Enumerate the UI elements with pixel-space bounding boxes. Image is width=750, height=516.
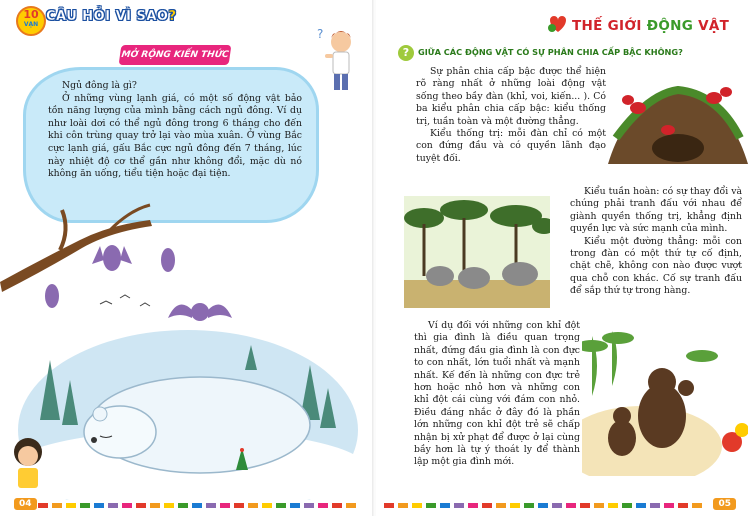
header-part: VẬT <box>698 18 730 34</box>
series-title-mark: ? <box>168 9 177 24</box>
footer-dots <box>384 503 714 508</box>
bat-icon <box>161 248 175 272</box>
polar-bear-illustration <box>0 200 374 500</box>
bat-icon <box>168 303 232 321</box>
paragraph: Sự phân chia cấp bậc được thể hiện rõ ràng nhất ở những loài động vật sống theo bầy đàn (khỉ, voi, kiến... ). Có ba kiểu phân chia cấp bậc: kiểu thống trị, tuần toàn và một đường thẳng. <box>416 66 606 127</box>
series-title-text: CÂU HỎI VÌ SAO <box>46 9 169 24</box>
left-page <box>0 0 374 516</box>
hearts-icon <box>544 14 568 34</box>
cloud-text <box>48 80 302 181</box>
ants-illustration <box>608 68 748 164</box>
bat-icon <box>45 284 59 308</box>
gorillas-illustration <box>582 326 748 476</box>
footer-dots <box>38 503 368 508</box>
cloud-paragraph: Ở những vùng lạnh giá, có một số động vật bảo tồn năng lượng của mình bằng cách ngủ đông. Ví dụ như loài dơi có thể ngủ đông trong 6 tháng cho đến khi côn trùng quay trở lại vào mùa xuân. Ở vùng Bắc cực lạnh giá, gấu Bắc cực ngủ đông đến 7 tháng, lúc này nhiệt độ cơ thể gần như không đổi, mặc dù nó không ăn uống, tiểu tiện hoặc đại tiện. <box>48 92 302 180</box>
cloud-paragraph: Ngủ đông là gì? <box>62 80 137 91</box>
text-block-3 <box>414 320 580 469</box>
elephants-illustration <box>404 196 550 308</box>
paragraph: Ví dụ đối với những con khỉ đột thì gia đình là điều quan trọng nhất, đứng đầu gia đình là con đực to con nhất, lớn tuổi nhất và mạnh nhất. Kế đến là những con đực trẻ hơn hoặc nhỏ hơn và những con khỉ đột cái cùng với đám con nhỏ. Điều đáng nhắc ở đây đó là phần lớn những con khỉ đột trẻ sẽ chấp nhận bị xử phạt để được ở lại cùng bầy hơn là tự ý thoát ly để thành lập một gia đình mới. <box>414 320 580 468</box>
logo-number: 10 <box>23 8 39 21</box>
header-part: ĐỘNG <box>646 18 699 34</box>
text-block-2 <box>570 186 742 298</box>
question-icon: ? <box>398 45 414 61</box>
paragraph: Kiểu thống trị: mỗi đàn chỉ có một con đứng đầu và có quyền lãnh đạo tuyệt đối. <box>416 128 606 164</box>
page-number-right: 05 <box>713 498 736 510</box>
right-page <box>376 0 750 516</box>
paragraph: Kiểu tuần hoàn: có sự thay đổi và chúng phải tranh đấu với nhau để giành quyền thống trị, khẳng định quyền lực và sức mạnh của mình. <box>570 186 742 235</box>
svg-text:?: ? <box>317 27 324 41</box>
header-part: THẾ GIỚI <box>572 18 647 34</box>
question-heading: GIỮA CÁC ĐỘNG VẬT CÓ SỰ PHÂN CHIA CẤP BẬC KHÔNG? <box>418 47 683 57</box>
bat-icon <box>92 245 132 271</box>
page-header <box>572 18 729 34</box>
logo-sub: VẠN <box>23 21 39 28</box>
paragraph: Kiểu một đường thẳng: mỗi con trong đàn có một thứ tự cố định, chặt chẽ, không con nào được vượt qua chỗ con khác. Cố sự tranh đấu để sắp thứ tự trong hàng. <box>570 235 742 297</box>
series-logo <box>16 6 46 36</box>
boy-thinking-icon <box>315 24 359 94</box>
series-title <box>46 9 177 24</box>
section-ribbon: MỞ RỘNG KIẾN THỨC <box>119 45 232 65</box>
page-number-left: 04 <box>14 498 37 510</box>
text-block-1 <box>416 66 606 165</box>
